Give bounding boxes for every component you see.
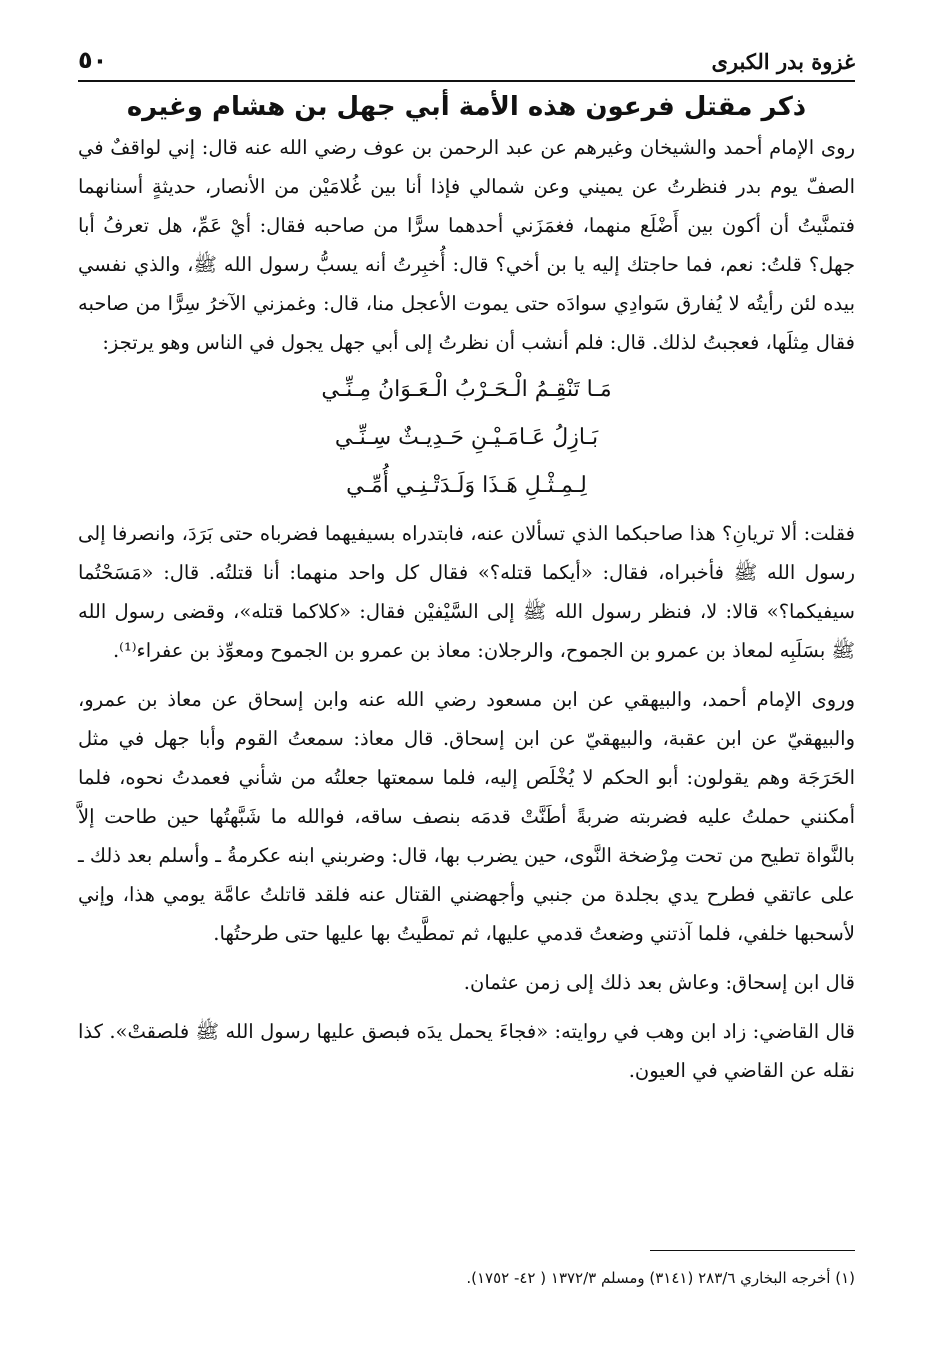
page-number: ٥٠ (78, 46, 108, 74)
page-body (78, 92, 855, 1090)
chapter-title: ذكر مقتل فرعون هذه الأمة أبي جهل بن هشام وغيره (126, 92, 807, 122)
poem-verses (78, 366, 855, 510)
running-title: غزوة بدر الكبرى (711, 49, 855, 74)
verse-2: بَـازِلُ عَـامَـيْـنِ حَـدِيـثٌ سِـنِّـي (334, 425, 599, 450)
footnote-divider (650, 1250, 855, 1251)
footnote: (١) أخرجه البخاري ٢٨٣/٦ (٣١٤١) ومسلم ١٣٧٢/٣ ( ٤٢- ١٧٥٢). (466, 1269, 855, 1287)
paragraph-4: قال ابن إسحاق: وعاش بعد ذلك إلى زمن عثمان. (463, 971, 855, 994)
paragraph-3: وروى الإمام أحمد، والبيهقي عن ابن مسعود رضي الله عنه وابن إسحاق عن معاذ بن عمرو، والبيهقيّ عن ابن عقبة، والبيهقيّ عن ابن إسحاق. قال معاذ: سمعتُ القوم وأبا جهل في مثل الحَرَجَة وهم يقولون: أبو الحكم لا يُخْلَص إليه، فلما سمعتها جعلتُه من شأني فعمدتُ نحوه، فلما أمكنني حملتُ عليه فضربته ضربةً أطَنَّتْ قدمَه بنصف ساقه، فوالله ما شَبَّهتُها حين طاحت إلاَّ بالنَّواة تطيح من تحت مِرْضخة النَّوى، حين يضرب بها، قال: وضربني ابنه عكرمةُ ـ وأسلم بعد ذلك ـ على عاتقي فطرح يدي بجلدة من جنبي وأجهضني القتال عنه فلقد قاتلتُ عامَّة يومي هذا، وإني لأسحبها خلفي، فلما آذتني وضعتُ قدمي عليها، ثم تمطَّيتُ بها عليها حتى طرحتُها. (78, 688, 855, 945)
paragraph-1: روى الإمام أحمد والشيخان وغيرهم عن عبد الرحمن بن عوف رضي الله عنه قال: إني لواقفٌ في الصفّ يوم بدر فنظرتُ عن يميني وعن شمالي فإذا أنا بين غُلامَيْن من الأنصار، حديثةٍ أسنانهما فتمنَّيتُ أن أكون بين أَضْلَع منهما، فغمَزَني أحدهما سرًّا من صاحبه فقال: أيْ عَمِّ، هل تعرفُ أبا جهل؟ قلتُ: نعم، فما حاجتك إليه يا بن أخي؟ قال: أُخبِرتُ أنه يسبُّ رسول الله ﷺ، والذي نفسي بيده لئن رأيتُه لا يُفارق سَوادِي سوادَه حتى يموت الأعجل منا، قال: وغمزني الآخرُ سِرًّا من صاحبه فقال مِثلَها، فعجبتُ لذلك. قال: فلم أنشب أن نظرتُ إلى أبي جهل يجول في الناس وهو يرتجز: (78, 136, 855, 354)
paragraph-2: فقلت: ألا تريانِ؟ هذا صاحبكما الذي تسألان عنه، فابتدراه بسيفيهما فضرباه حتى بَرَدَ، وانصرفا إلى رسول الله ﷺ فأخبراه، فقال: «أيكما قتله؟» فقال كل واحد منهما: أنا قتلتُه. قال: «مَسَحْتُما سيفيكما؟» قالا: لا، فنظر رسول الله ﷺ إلى السَّيْفيْن فقال: «كلاكما قتله»، وقضى رسول الله ﷺ بسَلَبِه لمعاذ بن عمرو بن الجموح، والرجلان: معاذ بن عمرو بن الجموح ومعوِّذ بن عفراء⁽¹⁾. (78, 522, 855, 662)
verse-3: لِـمِـثْـلِ هَـذَا وَلَـدَتْـنِـي أُمِّـي (346, 473, 587, 498)
paragraph-5: قال القاضي: زاد ابن وهب في روايته: «فجاءَ يحمل يدَه فبصق عليها رسول الله ﷺ فلصقتْ». كذا نقله عن القاضي في العيون. (78, 1020, 855, 1082)
verse-1: مَـا تَنْقِـمُ الْـحَـرْبُ الْـعَـوَانُ مِـنِّـي (321, 377, 612, 402)
page-header (78, 42, 855, 82)
